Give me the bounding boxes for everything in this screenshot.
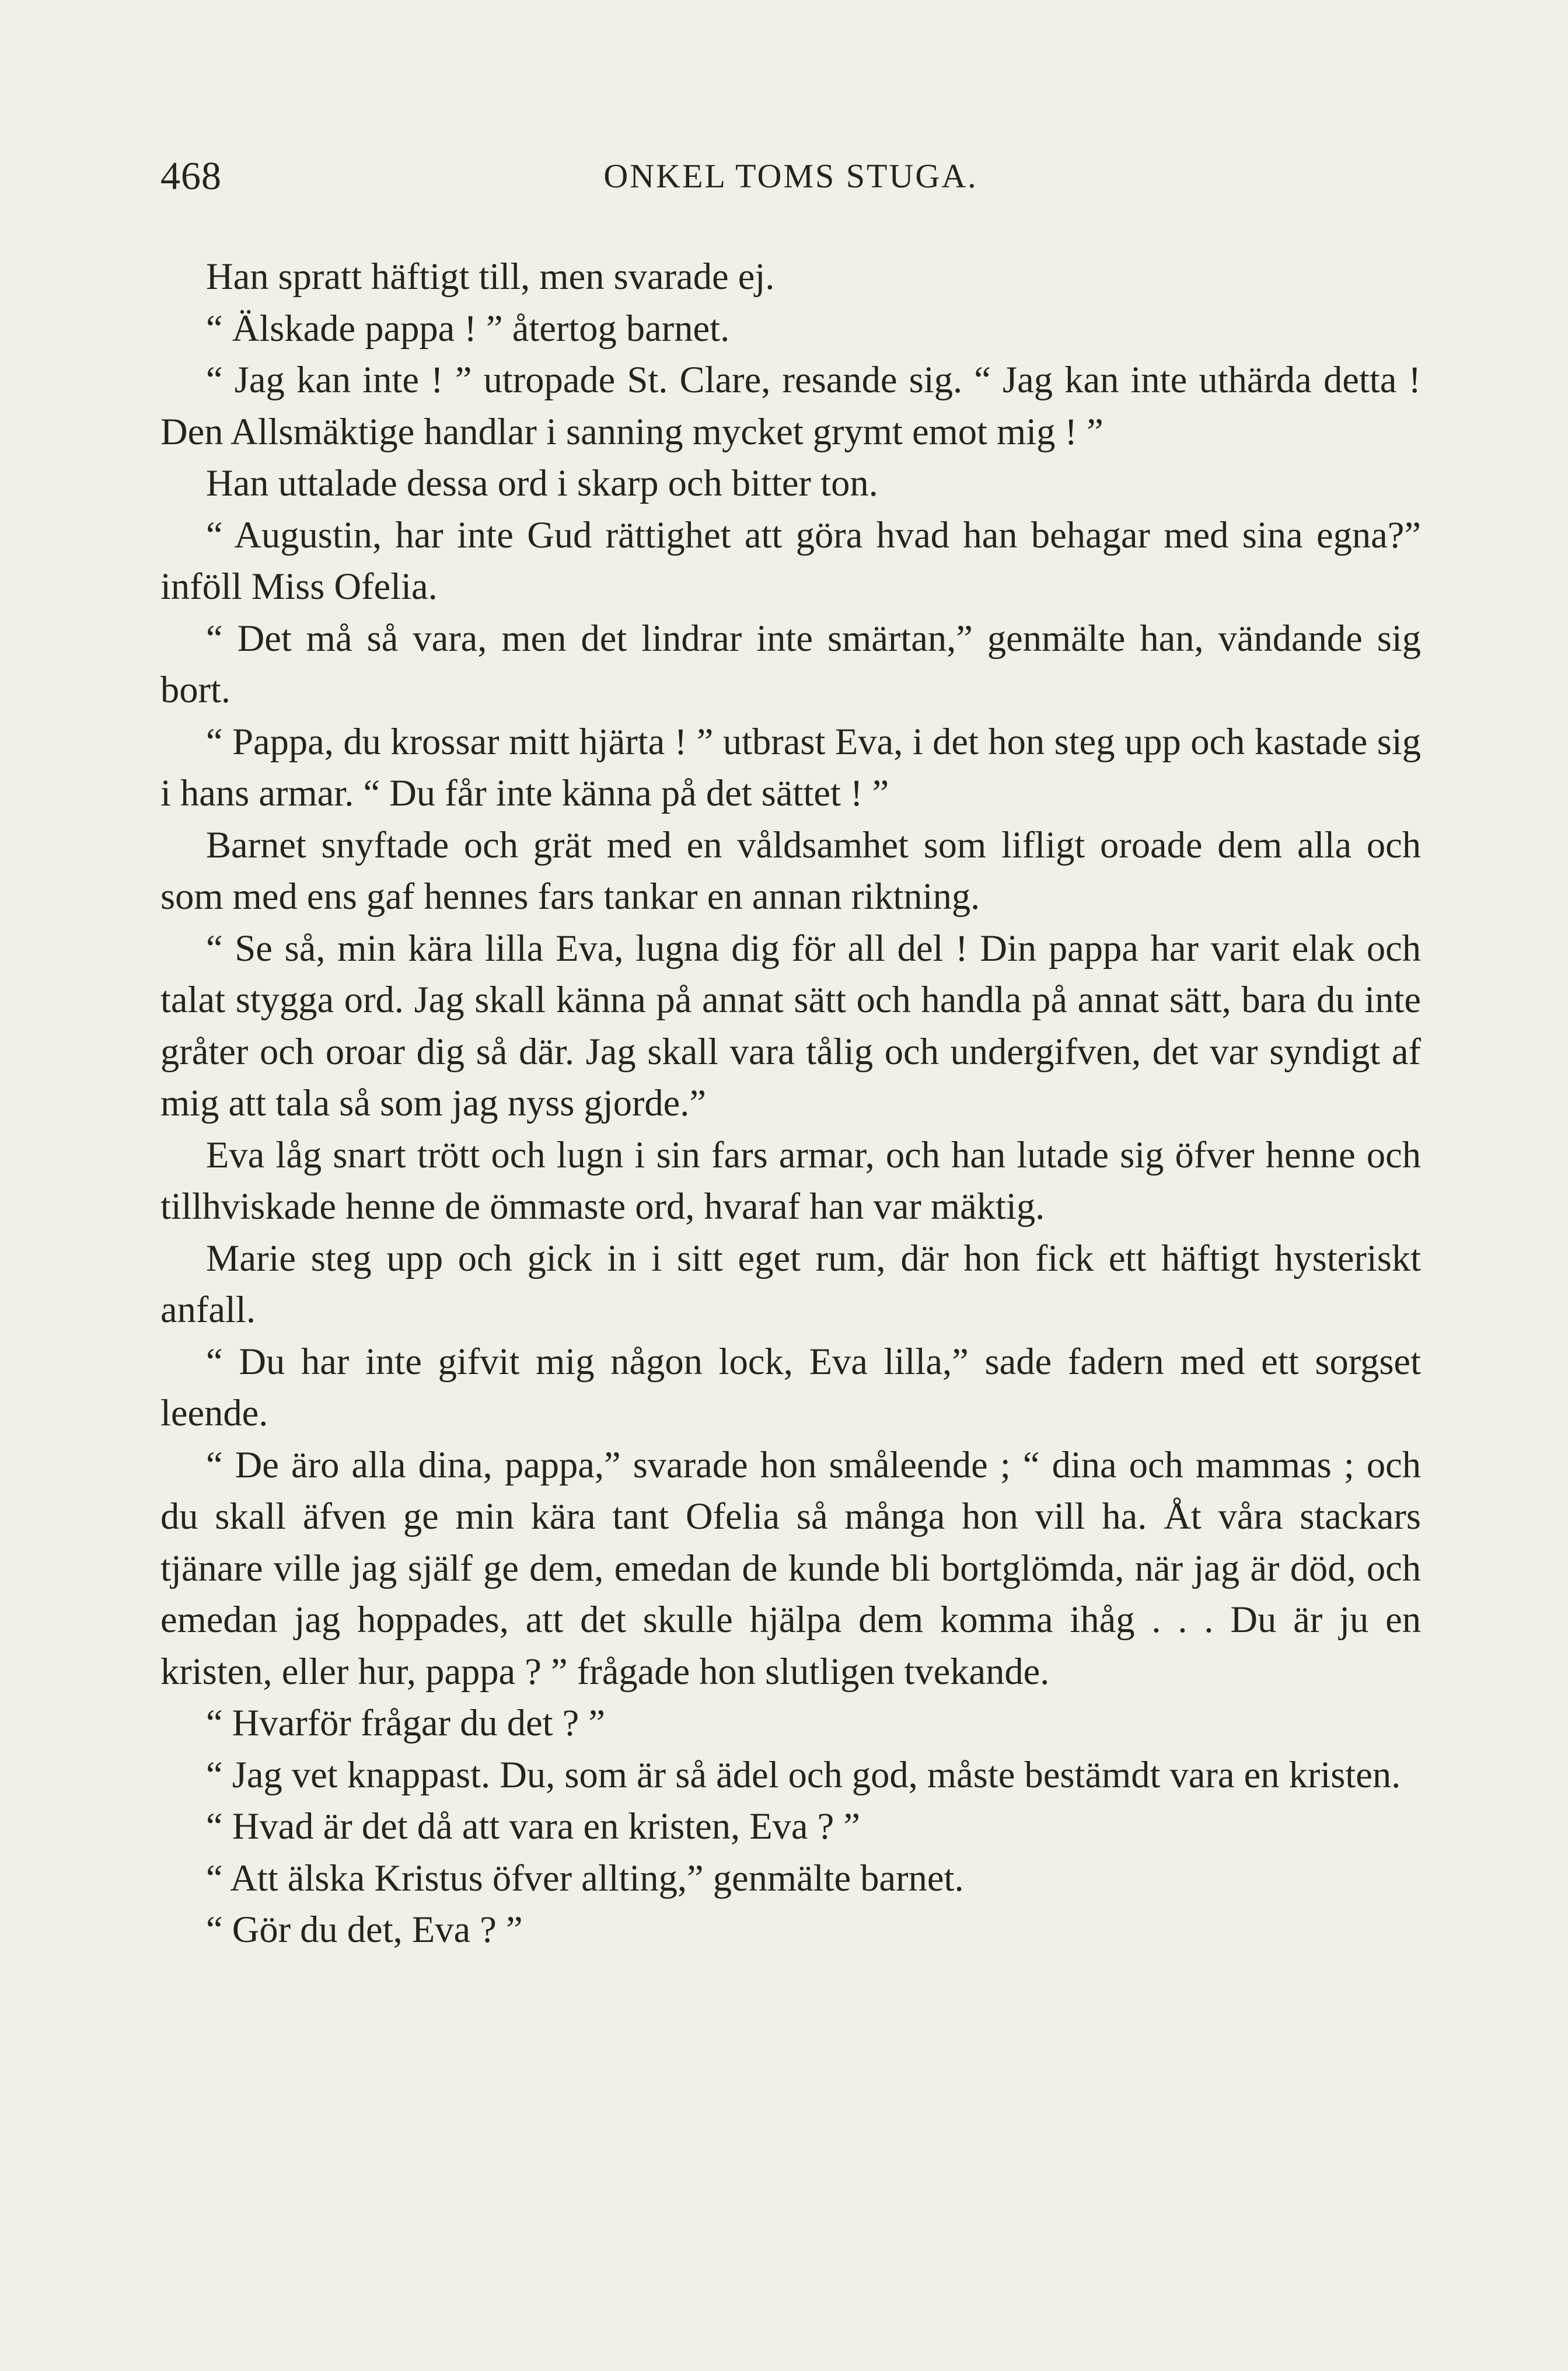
paragraph: “ Hvarför frågar du det ? ” <box>206 1702 606 1744</box>
paragraph: “ Augustin, har inte Gud rättighet att göra hvad han behagar med sina egna?” inföll Miss Ofelia. <box>160 514 1421 607</box>
paragraph: “ Att älska Kristus öfver allting,” genmälte barnet. <box>206 1857 964 1899</box>
paragraph: “ Älskade pappa ! ” återtog barnet. <box>206 307 730 349</box>
paragraph: “ Gör du det, Eva ? ” <box>206 1909 523 1950</box>
paragraph: Eva låg snart trött och lugn i sin fars armar, och han lutade sig öfver henne och tillhviskade henne de ömmaste ord, hvaraf han var mäktig. <box>160 1134 1421 1227</box>
paragraph: “ Det må så vara, men det lindrar inte smärtan,” genmälte han, vändande sig bort. <box>160 617 1421 710</box>
running-title: ONKEL TOMS STUGA. <box>603 157 978 195</box>
page-number: 468 <box>160 154 222 198</box>
paragraph: “ Jag kan inte ! ” utropade St. Clare, resande sig. “ Jag kan inte uthärda detta ! Den Allsmäktige handlar i sanning mycket grymt emot mig ! ” <box>160 359 1421 452</box>
paragraph: “ De äro alla dina, pappa,” svarade hon småleende ; “ dina och mammas ; och du skall äfven ge min kära tant Ofelia så många hon vill ha. Åt våra stackars tjänare ville jag själf ge dem, emedan de kunde bli bortglömda, när jag är död, och emedan jag hoppades, att det skulle hjälpa dem komma ihåg . . . Du är ju en kristen, eller hur, pappa ? ” frågade hon slutligen tvekande. <box>160 1443 1421 1692</box>
paragraph: “ Se så, min kära lilla Eva, lugna dig för all del ! Din pappa har varit elak och talat stygga ord. Jag skall känna på annat sätt och handla på annat sätt, bara du inte gråter och oroar dig så där. Jag skall vara tålig och undergifven, det var syndigt af mig att tala så som jag nyss gjorde.” <box>160 927 1421 1124</box>
paragraph: “ Pappa, du krossar mitt hjärta ! ” utbrast Eva, i det hon steg upp och kastade sig i hans armar. “ Du får inte känna på det sättet ! ” <box>160 720 1421 814</box>
paragraph: Barnet snyftade och grät med en våldsamhet som lifligt oroade dem alla och som med ens gaf hennes fars tankar en annan riktning. <box>160 824 1421 917</box>
page-header <box>160 153 1421 211</box>
page-body <box>160 251 1421 1956</box>
paragraph: “ Hvad är det då att vara en kristen, Eva ? ” <box>206 1805 861 1847</box>
paragraph: “ Jag vet knappast. Du, som är så ädel och god, måste bestämdt vara en kristen. <box>206 1753 1401 1795</box>
paragraph: Marie steg upp och gick in i sitt eget rum, där hon fick ett häftigt hysteriskt anfall. <box>160 1237 1421 1330</box>
paragraph: Han spratt häftigt till, men svarade ej. <box>206 256 775 297</box>
paragraph: “ Du har inte gifvit mig någon lock, Eva lilla,” sade fadern med ett sorgset leende. <box>160 1340 1421 1434</box>
paragraph: Han uttalade dessa ord i skarp och bitter ton. <box>206 462 878 504</box>
